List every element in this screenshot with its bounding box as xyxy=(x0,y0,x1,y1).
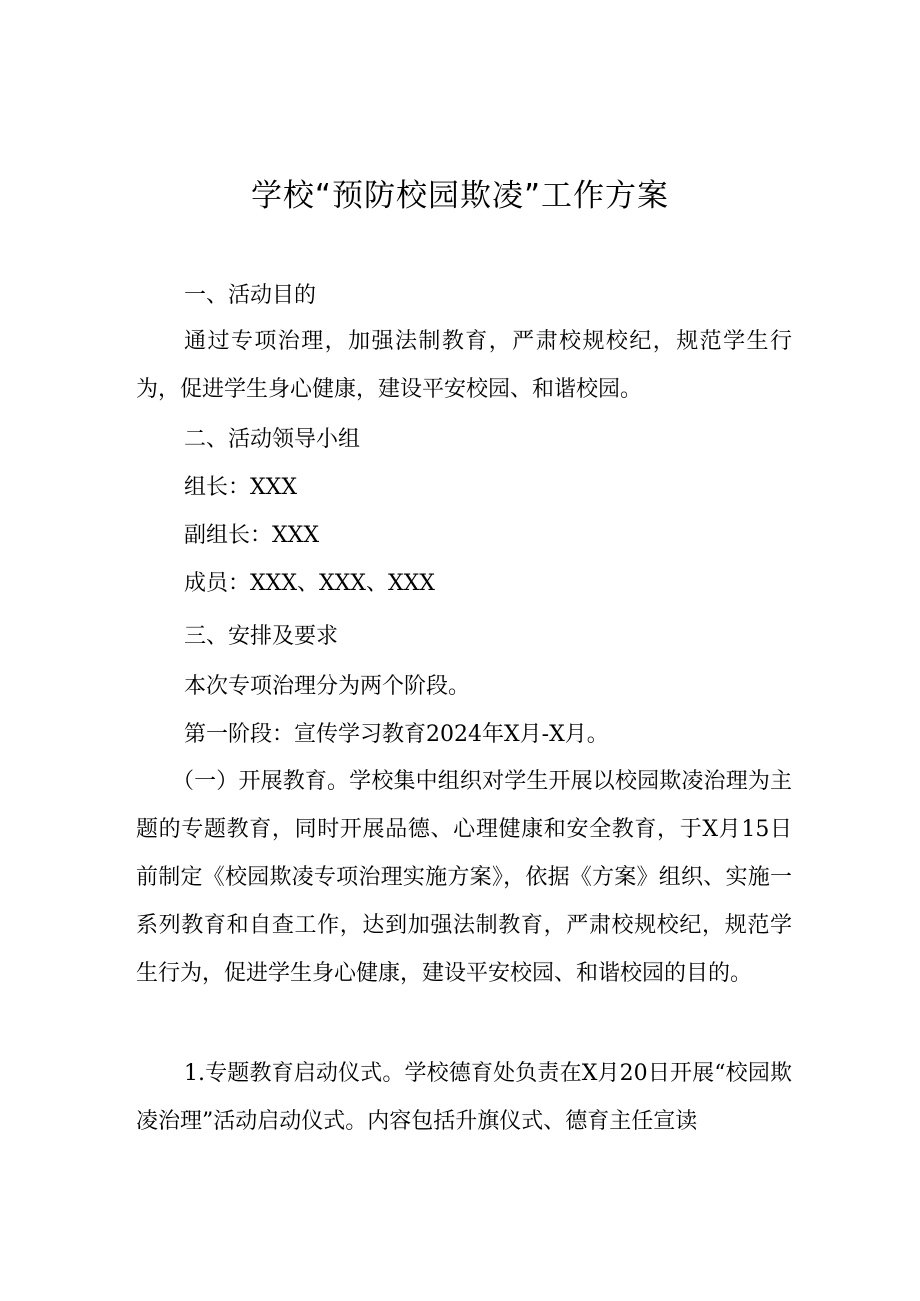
leader-line: 组长：XXX xyxy=(184,475,297,500)
document-title: 学校“预防校园欺凌”工作方案 xyxy=(250,178,670,214)
paragraph-purpose: 通过专项治理，加强法制教育，严肃校规校纪，规范学生行为，促进学生身心健康，建设平安校园、和谐校园。 xyxy=(136,329,792,402)
paragraph-education: （一）开展教育。学校集中组织对学生开展以校园欺凌治理为主题的专题教育，同时开展品德、心理健康和安全教育，于X月15日前制定《校园欺凌专项治理实施方案》，依据《方案》组织、实施一系列教育和自查工作，达到加强法制教育，严肃校规校纪，规范学生行为，促进学生身心健康，建设平安校园、和谐校园的目的。 xyxy=(136,769,792,986)
phase-one-line: 第一阶段：宣传学习教育2024年X月-X月。 xyxy=(184,722,609,747)
paragraph-launch-ceremony: 1.专题教育启动仪式。学校德育处负责在X月20日开展“校园欺凌治理”活动启动仪式。内容包括升旗仪式、德育主任宣读 xyxy=(136,1061,792,1134)
arrangement-intro-line: 本次专项治理分为两个阶段。 xyxy=(184,674,471,699)
section-heading-purpose: 一、活动目的 xyxy=(184,283,317,308)
section-heading-leadership: 二、活动领导小组 xyxy=(184,427,361,452)
deputy-leader-line: 副组长：XXX xyxy=(184,523,319,548)
members-line: 成员：XXX、XXX、XXX xyxy=(184,571,435,596)
section-heading-arrangements: 三、安排及要求 xyxy=(184,624,339,649)
